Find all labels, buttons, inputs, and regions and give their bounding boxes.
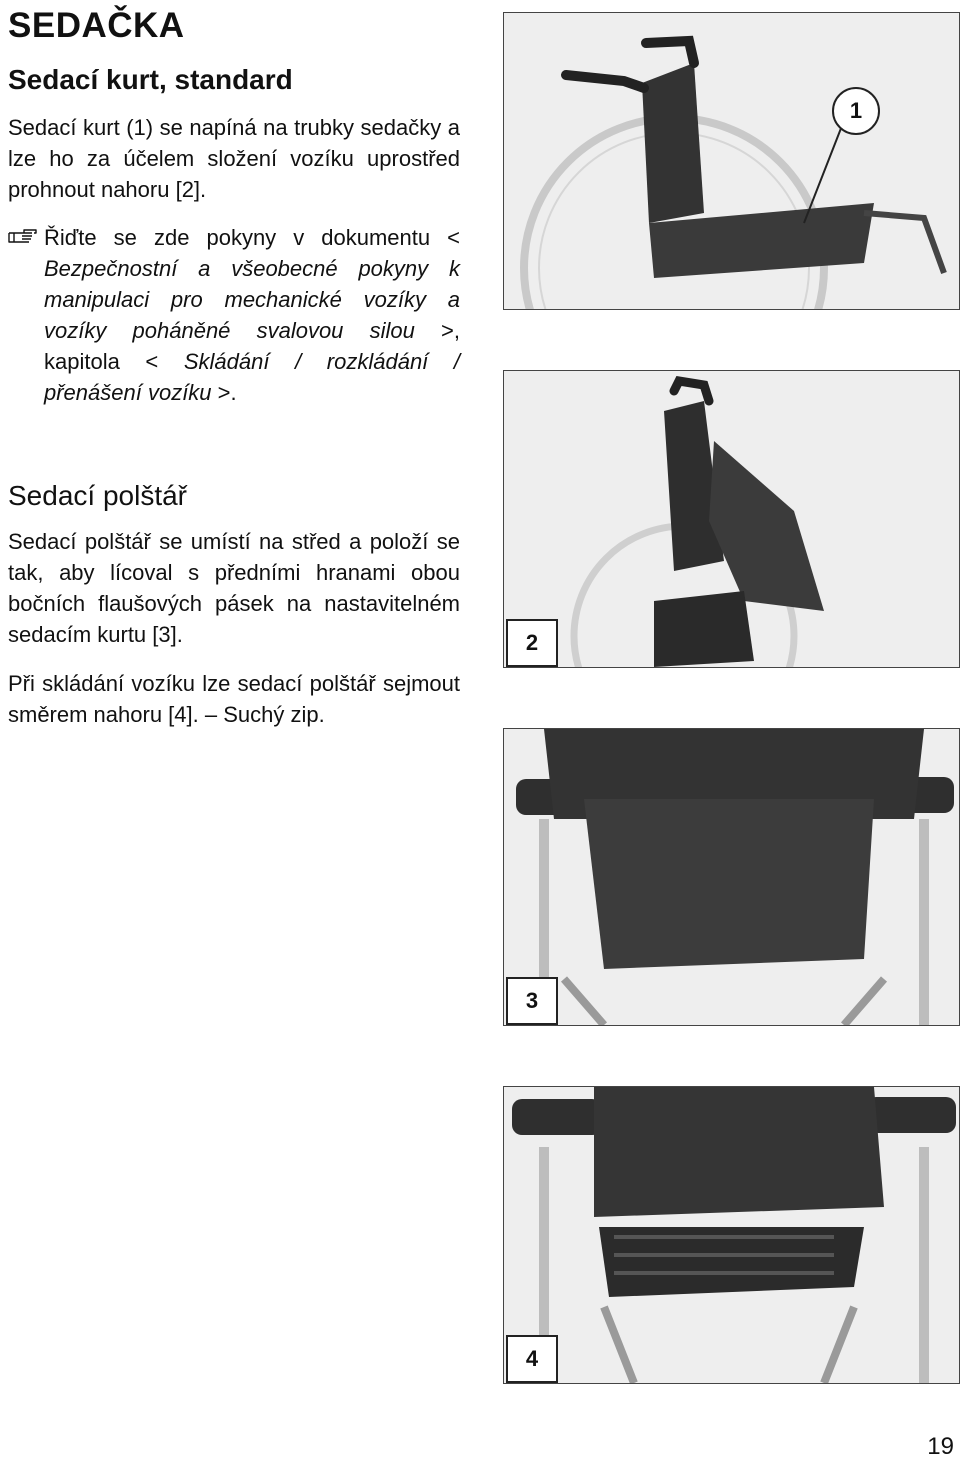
section-heading-seat-cushion: Sedací polštář xyxy=(8,480,187,511)
figure-4-label: 4 xyxy=(506,1335,558,1383)
note-intro: Řiďte se zde pokyny v dokumentu < xyxy=(44,225,460,250)
note-chapter-name: Skládání / rozkládání / přenášení vozíku xyxy=(44,349,460,405)
figure-1-callout: 1 xyxy=(832,87,880,135)
figure-3-label: 3 xyxy=(506,977,558,1025)
note-mid: >, kapitola < xyxy=(44,318,460,374)
figure-2-folded-wheelchair-photo xyxy=(503,370,960,668)
figure-3-seat-cushion-photo xyxy=(503,728,960,1026)
seat-cushion-paragraph-1: Sedací polštář se umístí na střed a položí se tak, aby lícoval s předními hranami obou bočních flaušových pásek na nastavitelném sedacím kurtu [3]. xyxy=(8,529,460,647)
page-number: 19 xyxy=(927,1433,954,1460)
pointing-hand-icon xyxy=(8,224,38,246)
figure-4-cushion-removal-photo xyxy=(503,1086,960,1384)
figure-2-label: 2 xyxy=(506,619,558,667)
figure-1-wheelchair-side-photo xyxy=(503,12,960,310)
seat-sling-paragraph: Sedací kurt (1) se napíná na trubky sedačky a lze ho za účelem složení vozíku uprostřed prohnout nahoru [2]. xyxy=(8,115,460,202)
seat-cushion-paragraph-2: Při skládání vozíku lze sedací polštář sejmout směrem nahoru [4]. – Suchý zip. xyxy=(8,671,460,727)
note-document-name: Bezpečnostní a všeobecné pokyny k manipulaci pro mechanické vozíky a vozíky poháněné svalovou silou xyxy=(44,256,460,343)
safety-note xyxy=(8,222,460,408)
section-heading-seat-sling: Sedací kurt, standard xyxy=(8,64,293,95)
page-title: SEDAČKA xyxy=(8,6,185,45)
note-end: >. xyxy=(211,380,237,405)
